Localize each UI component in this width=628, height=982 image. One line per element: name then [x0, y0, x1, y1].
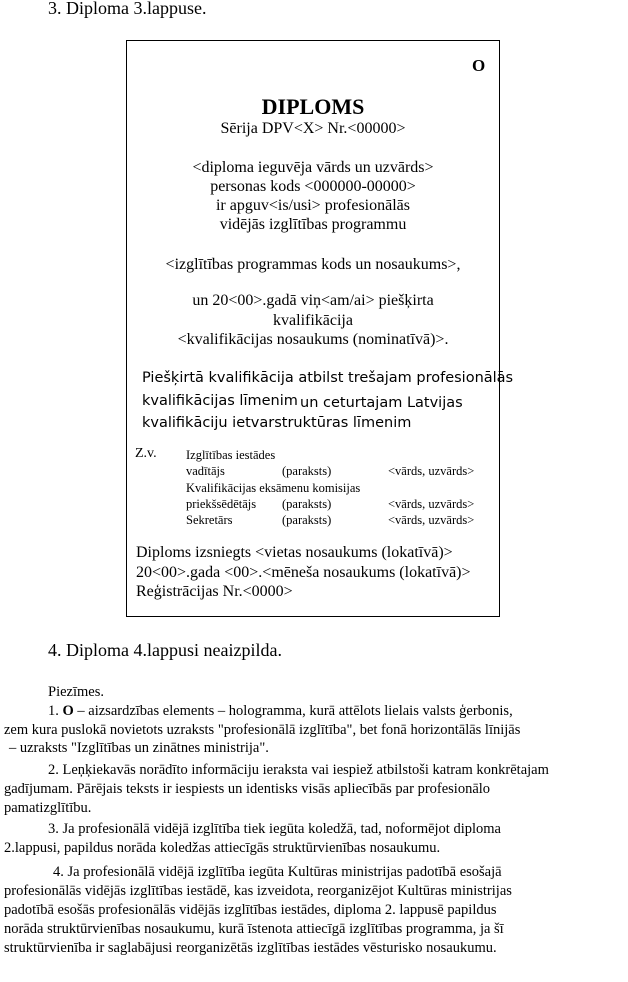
note-1-line: – uzraksts "Izglītības un zinātnes ministrija". — [9, 740, 269, 756]
commission-label: Kvalifikācijas eksāmenu komisijas — [186, 481, 361, 495]
signature-placeholder: (paraksts) — [282, 513, 332, 527]
note-1-number: 1. — [48, 703, 59, 719]
note-1-text: – aizsardzības elements – hologramma, kurā attēlots lielais valsts ģerbonis, — [77, 703, 513, 719]
body-line: personas kods <000000-00000> — [210, 178, 416, 195]
level-line: kvalifikāciju ietvarstruktūras līmenim — [142, 415, 412, 431]
note-4-line: profesionālās vidējās izglītības iestādē, kas izveidota, reorganizējot Kultūras ministrijas — [4, 883, 512, 899]
level-line: kvalifikācijas līmenim — [142, 393, 298, 409]
head-label: vadītājs — [186, 464, 225, 478]
qualification-line: <kvalifikācijas nosaukums (nominatīvā)>. — [177, 331, 449, 348]
note-4-line: 4. Ja profesionālā vidējā izglītība iegūta Kultūras ministrijas padotībā esošajā — [53, 864, 502, 880]
body-line: <diploma ieguvēja vārds un uzvārds> — [192, 159, 434, 176]
section-4-title: 4. Diploma 4.lappusi neaizpilda. — [48, 640, 282, 660]
body-line: ir apguv<is/usi> profesionālās — [215, 197, 410, 214]
series-line: Sērija DPV<X> Nr.<00000> — [220, 120, 406, 137]
notes-heading: Piezīmes. — [48, 684, 104, 700]
note-1-line — [48, 703, 513, 720]
name-placeholder: <vārds, uzvārds> — [388, 497, 475, 511]
body-line: kvalifikācija — [273, 312, 353, 329]
issued-line: 20<00>.gada <00>.<mēneša nosaukums (lokatīvā)> — [136, 564, 471, 581]
secretary-label: Sekretārs — [186, 513, 233, 527]
body-line: un 20<00>.gadā viņ<am/ai> piešķirta — [192, 292, 434, 309]
note-1-line: zem kura puslokā novietots uzraksts "profesionālā izglītība", bet fonā horizontālās līnijās — [4, 722, 521, 738]
level-line: Piešķirtā kvalifikācija atbilst trešajam profesionālās — [142, 370, 514, 386]
note-2-line: 2. Leņķiekavās norādīto informāciju ieraksta vai iespiež atbilstoši katram konkrētajam — [48, 762, 549, 778]
seal-placeholder: Z.v. — [135, 446, 157, 461]
note-3-line: 2.lappusi, papildus norāda koledžas attiecīgās struktūrvienības nosaukumu. — [4, 840, 441, 856]
institution-label: Izglītības iestādes — [186, 448, 276, 462]
name-placeholder: <vārds, uzvārds> — [388, 513, 475, 527]
body-line: vidējās izglītības programmu — [219, 216, 407, 233]
note-2-line: pamatizglītību. — [4, 800, 92, 816]
diploma-title: DIPLOMS — [261, 94, 365, 119]
name-placeholder: <vārds, uzvārds> — [388, 464, 475, 478]
note-1-marker: O — [62, 703, 74, 719]
note-2-line: gadījumam. Pārējais teksts ir iespiests un identisks visās apliecībās par profesionālo — [4, 781, 491, 797]
signature-placeholder: (paraksts) — [282, 497, 332, 511]
registration-line: Reģistrācijas Nr.<0000> — [136, 583, 293, 600]
note-3-line: 3. Ja profesionālā vidējā izglītība tiek iegūta koledžā, tad, noformējot diploma — [48, 821, 501, 837]
signature-placeholder: (paraksts) — [282, 464, 332, 478]
issued-line: Diploms izsniegts <vietas nosaukums (lokatīvā)> — [136, 544, 453, 561]
section-3-title: 3. Diploma 3.lappuse. — [48, 0, 207, 18]
programme-line: <izglītības programmas kods un nosaukums>, — [165, 256, 461, 273]
note-4-line: norāda struktūrvienības nosaukumu, kurā īstenota attiecīgā izglītības programma, ja šī — [4, 921, 504, 937]
security-element-marker: O — [472, 56, 486, 75]
chair-label: priekšsēdētājs — [186, 497, 257, 511]
note-4-line: struktūrvienība ir saglabājusi reorganizētās izglītības iestādes vēsturisko nosaukumu. — [4, 940, 497, 956]
note-4-line: padotībā esošās profesionālās vidējās izglītības iestādes, diploma 2. lappusē papildus — [4, 902, 497, 918]
level-line: un ceturtajam Latvijas — [300, 395, 463, 411]
